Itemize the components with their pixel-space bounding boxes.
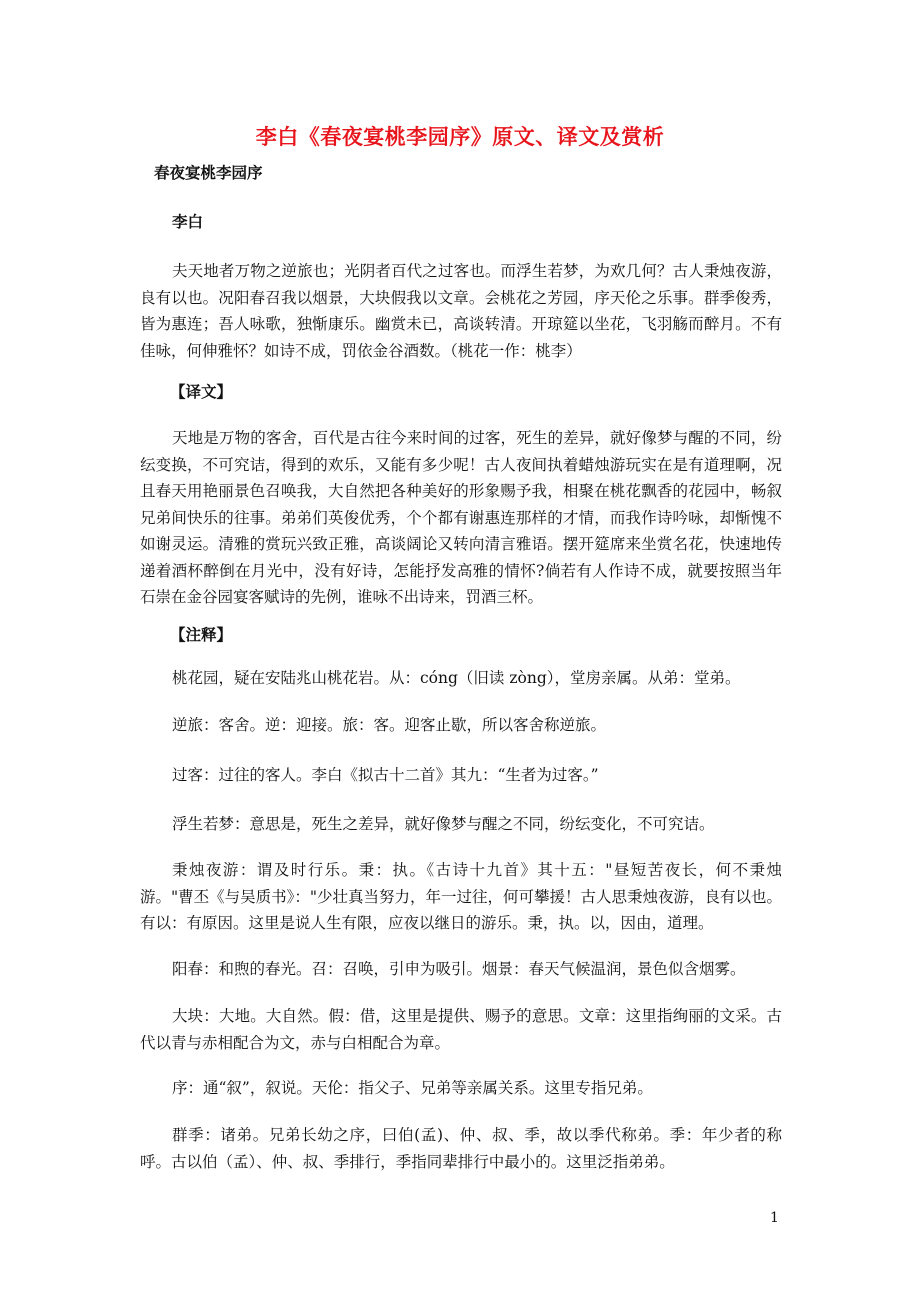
- original-text-paragraph: 夫天地者万物之逆旅也；光阴者百代之过客也。而浮生若梦，为欢几何？古人秉烛夜游，良有以也。况阳春召我以烟景，大块假我以文章。会桃花之芳园，序天伦之乐事。群季俊秀，皆为惠连；吾人咏歌，独惭康乐。幽赏未已，高谈转清。开琼筵以坐花，飞羽觞而醉月。不有佳咏，何伸雅怀？如诗不成，罚依金谷酒数。（桃花一作：桃李）: [140, 262, 782, 360]
- poem-title: 春夜宴桃李园序: [154, 163, 263, 182]
- translation-paragraph: 天地是万物的客舍，百代是古往今来时间的过客，死生的差异，就好像梦与醒的不同，纷纭变换，不可究诘，得到的欢乐，又能有多少呢！古人夜间执着蜡烛游玩实在是有道理啊，况且春天用艳丽景色召唤我，大自然把各种美好的形象赐予我，相聚在桃花飘香的花园中，畅叙兄弟间快乐的往事。弟弟们英俊优秀，个个都有谢惠连那样的才情，而我作诗吟咏，却惭愧不如谢灵运。清雅的赏玩兴致正雅，高谈阔论又转向清言雅语。摆开筵席来坐赏名花，快速地传递着酒杯醉倒在月光中，没有好诗，怎能抒发高雅的情怀?倘若有人作诗不成，就要按照当年石崇在金谷园宴客赋诗的先例，谁咏不出诗来，罚酒三杯。: [140, 429, 782, 606]
- note-item: 桃花园，疑在安陆兆山桃花岩。从：cóng（旧读 zòng），堂房亲属。从弟：堂弟。: [172, 669, 741, 687]
- translation-heading: 【译文】: [170, 382, 233, 401]
- author-name: 李白: [172, 212, 204, 231]
- note-item: 逆旅：客舍。逆：迎接。旅：客。迎客止歇，所以客舍称逆旅。: [172, 716, 607, 734]
- note-item: 秉烛夜游：谓及时行乐。秉：执。《古诗十九首》其十五："昼短苦夜长，何不秉烛游。"曹丕《与吴质书》："少壮真当努力，年一过往，何可攀援！古人思秉烛夜游，良有以也。有以：有原因。这里是说人生有限，应夜以继日的游乐。秉，执。以，因由，道理。: [140, 861, 783, 932]
- note-item: 阳春：和煦的春光。召：召唤，引申为吸引。烟景：春天气候温润，景色似含烟雾。: [172, 960, 746, 978]
- notes-heading: 【注释】: [170, 625, 233, 644]
- note-item: 大块：大地。大自然。假：借，这里是提供、赐予的意思。文章：这里指绚丽的文采。古代以青与赤相配合为文，赤与白相配合为章。: [140, 1007, 782, 1052]
- document-title: 李白《春夜宴桃李园序》原文、译文及赏析: [255, 124, 665, 149]
- note-item: 序：通“叙”，叙说。天伦：指父子、兄弟等亲属关系。这里专指兄弟。: [172, 1079, 653, 1097]
- note-item: 群季：诸弟。兄弟长幼之序，曰伯(孟)、仲、叔、季，故以季代称弟。季：年少者的称呼。古以伯（孟）、仲、叔、季排行，季指同辈排行中最小的。这里泛指弟弟。: [140, 1126, 782, 1171]
- note-item: 浮生若梦：意思是，死生之差异，就好像梦与醒之不同，纷纭变化，不可究诘。: [172, 815, 715, 833]
- page-number: 1: [770, 1210, 779, 1226]
- note-item: 过客：过往的客人。李白《拟古十二首》其九：“生者为过客。”: [172, 766, 599, 784]
